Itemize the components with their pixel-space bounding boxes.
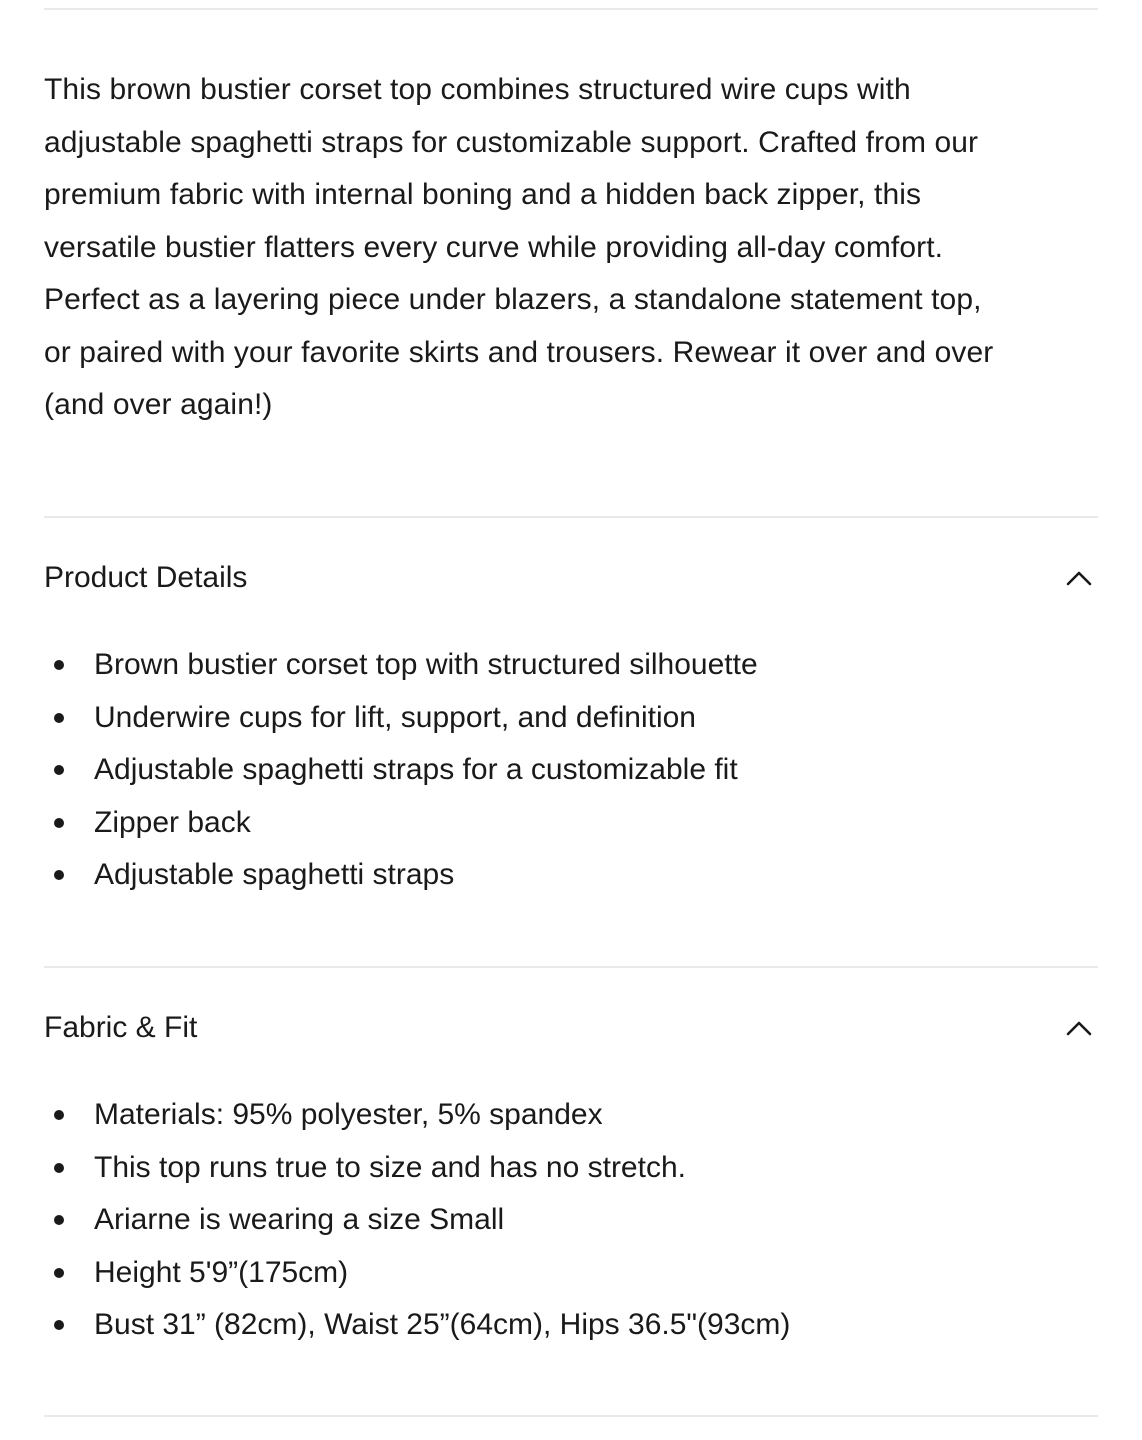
product-description: This brown bustier corset top combines structured wire cups with adjustable spaghetti straps for customizable support. Crafted from our premium fabric with internal boning and a hidden back zipper, this versatile bustier flatters every curve while providing all-day comfort. Perfect as a layering piece under blazers, a standalone statement top, or paired with your favorite skirts and trousers. Rewear it over and over (and over again!) <box>44 73 994 421</box>
list-item <box>44 1247 1098 1300</box>
chevron-up-icon <box>1064 1013 1094 1043</box>
list-item <box>44 797 1098 850</box>
bullet-icon <box>54 1163 64 1173</box>
bullet-icon <box>54 660 64 670</box>
list-item-text: Underwire cups for lift, support, and definition <box>94 700 696 734</box>
section-title-fabric-fit: Fabric & Fit <box>44 1011 198 1044</box>
list-item <box>44 1089 1098 1142</box>
list-item-text: Adjustable spaghetti straps <box>94 858 455 891</box>
top-divider <box>44 8 1098 10</box>
bullet-icon <box>54 765 64 775</box>
bottom-divider <box>44 1415 1098 1417</box>
list-item-text: Bust 31” (82cm), Waist 25”(64cm), Hips 36.5"(93cm) <box>94 1308 791 1341</box>
bullet-icon <box>54 818 64 828</box>
list-item-text: This top runs true to size and has no stretch. <box>94 1150 686 1184</box>
list-item-text: Materials: 95% polyester, 5% spandex <box>94 1098 603 1131</box>
section-title-product-details: Product Details <box>44 561 248 594</box>
list-item <box>44 692 1098 745</box>
bullet-icon <box>54 1110 64 1120</box>
bullet-icon <box>54 1320 64 1330</box>
product-details-list <box>44 639 1098 902</box>
list-item <box>44 639 1098 692</box>
list-item-text: Ariarne is wearing a size Small <box>94 1203 505 1236</box>
list-item-text: Height 5'9”(175cm) <box>94 1255 349 1289</box>
chevron-up-icon <box>1064 563 1094 593</box>
fabric-fit-list <box>44 1089 1098 1352</box>
fabric-fit-toggle[interactable] <box>44 1003 1098 1053</box>
bullet-icon <box>54 713 64 723</box>
list-item-text: Brown bustier corset top with structured silhouette <box>94 648 758 681</box>
list-item-text: Zipper back <box>94 805 251 839</box>
product-details-toggle[interactable] <box>44 553 1098 603</box>
list-item <box>44 1299 1098 1352</box>
list-item <box>44 1142 1098 1195</box>
bullet-icon <box>54 1268 64 1278</box>
bullet-icon <box>54 870 64 880</box>
list-item-text: Adjustable spaghetti straps for a customizable fit <box>94 753 738 786</box>
list-item <box>44 849 1098 902</box>
bullet-icon <box>54 1215 64 1225</box>
list-item <box>44 744 1098 797</box>
section-divider <box>44 516 1098 518</box>
section-divider <box>44 966 1098 968</box>
list-item <box>44 1194 1098 1247</box>
